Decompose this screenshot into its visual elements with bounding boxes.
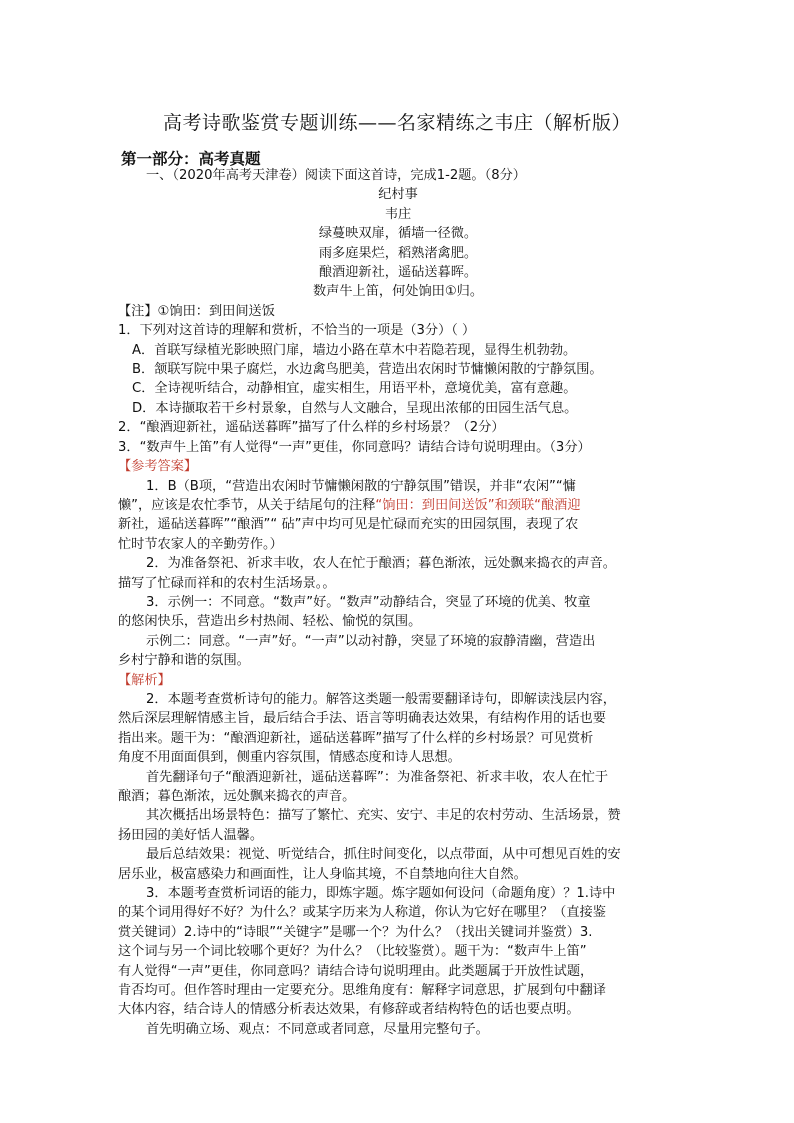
answer-line: 乡村宁静和谐的氛围。 [118, 653, 250, 669]
document-body [118, 166, 678, 1039]
poem-title: 纪村事 [378, 187, 418, 203]
answer-line: 新社，遥砧送暮晖”“酿酒”“ 砧”声中均可见是忙碌而充实的田园氛围，表现了农 [118, 517, 579, 533]
analysis-line: 有人觉得“一声”更佳，你同意吗？请结合诗句说明理由。此类题属于开放性试题， [118, 963, 594, 979]
analysis-heading: 【解析】 [118, 672, 171, 688]
answer-text: 懒”，应该是农忙季节，从关于结尾句的注释 [118, 497, 376, 513]
poem-line: 雨多庭果烂，稻熟渚禽肥。 [318, 245, 478, 261]
part-heading: 第一部分：高考真题 [121, 149, 261, 168]
answer-line: 3．示例一：不同意。“数声”好。“数声”动静结合，突显了环境的优美、牧童 [146, 594, 591, 610]
analysis-line: 其次概括出场景特色：描写了繁忙、充实、安宁、丰足的农村劳动、生活场景，赞 [146, 808, 621, 824]
answer-highlight: “饷田：到田间送饭”和颈联“酿酒迎 [375, 497, 581, 513]
question-intro: 一、（2020年高考天津卷）阅读下面这首诗，完成1-2题。（8分） [146, 168, 526, 183]
analysis-line: 角度不用面面俱到，侧重内容氛围，情感态度和诗人思想。 [118, 750, 461, 766]
poem-note: 【注】①饷田：到田间送饭 [118, 303, 275, 319]
answer-heading: 【参考答案】 [118, 459, 198, 475]
question-2: 2．“酿酒迎新社，遥砧送暮晖”描写了什么样的乡村场景？（2分） [118, 420, 505, 436]
analysis-line: 居乐业，极富感染力和画面性，让人身临其境，不自禁地向往大自然。 [118, 866, 527, 882]
analysis-line: 首先翻译句子“酿酒迎新社，遥砧送暮晖”：为准备祭祀、祈求丰收，农人在忙于 [146, 769, 609, 785]
analysis-line: 首先明确立场、观点：不同意或者同意，尽量用完整句子。 [146, 1021, 489, 1037]
poem-line: 绿蔓映双扉，循墙一径微。 [318, 226, 478, 242]
analysis-line: 的某个词用得好不好？为什么？或某字历来为人称道，你认为它好在哪里？（直接鉴 [118, 905, 606, 921]
question-1-option-a: A．首联写绿植光影映照门扉，墙边小路在草木中若隐若现，显得生机勃勃。 [132, 342, 577, 358]
question-1-option-c: C．全诗视听结合，动静相宜，虚实相生，用语平朴，意境优美，富有意趣。 [132, 381, 577, 397]
answer-line: 描写了忙碌而祥和的农村生活场景。。 [118, 575, 336, 591]
analysis-line: 3．本题考查赏析词语的能力，即炼字题。炼字题如何设问（命题角度）？1.诗中 [146, 886, 616, 902]
question-3: 3．“数声牛上笛”有人觉得“一声”更佳，你同意吗？请结合诗句说明理由。（3分） [118, 439, 591, 455]
question-1-option-d: D．本诗撷取若干乡村景象，自然与人文融合，呈现出浓郁的田园生活气息。 [132, 400, 578, 416]
analysis-line: 然后深层理解情感主旨，最后结合手法、语言等明确表达效果，有结构作用的话也要 [118, 711, 606, 727]
analysis-line: 2．本题考查赏析诗句的能力。解答这类题一般需要翻译诗句，即解读浅层内容， [146, 691, 616, 707]
analysis-line: 酿酒；暮色渐浓，远处飘来捣衣的声音。 [118, 789, 356, 804]
analysis-line: 指出来。题干为：“酿酒迎新社，遥砧送暮晖”描写了什么样的乡村场景？可见赏析 [118, 730, 594, 746]
answer-line: 忙时节农家人的辛勤劳作。） [118, 536, 283, 552]
answer-line [118, 496, 678, 515]
poem-line: 数声牛上笛，何处饷田①归。 [312, 284, 484, 300]
analysis-line: 肯否均可。但作答时理由一定要充分。思维角度有：解释字词意思，扩展到句中翻译 [118, 983, 606, 999]
document-title: 高考诗歌鉴赏专题训练——名家精练之韦庄（解析版） [162, 112, 631, 134]
question-1-option-b: B．颔联写院中果子腐烂，水边禽鸟肥美，营造出农闲时节慵懒闲散的宁静氛围。 [132, 362, 603, 378]
analysis-line: 最后总结效果：视觉、听觉结合，抓住时间变化，以点带面，从中可想见百姓的安 [146, 847, 621, 863]
analysis-line: 赏关键词）2.诗中的“诗眼”“关键字”是哪一个？为什么？（找出关键词并鉴赏）3. [118, 924, 593, 940]
answer-line: 的悠闲快乐，营造出乡村热闹、轻松、愉悦的氛围。 [118, 614, 422, 630]
answer-line: 2．为准备祭祀、祈求丰收，农人在忙于酿酒；暮色渐浓，远处飘来捣衣的声音。 [146, 556, 616, 572]
poem-line: 酿酒迎新社，遥砧送暮晖。 [318, 265, 478, 281]
analysis-line: 扬田园的美好恬人温馨。 [118, 827, 264, 843]
poem-author: 韦庄 [384, 206, 412, 222]
analysis-line: 这个词与另一个词比较哪个更好？为什么？（比较鉴赏）。题干为：“数声牛上笛” [118, 944, 587, 960]
question-1-stem: 1．下列对这首诗的理解和赏析，不恰当的一项是（3分）（ ） [118, 323, 476, 339]
analysis-line: 大体内容，结合诗人的情感分析表达效果，有修辞或者结构特色的话也要点明。 [118, 1002, 580, 1018]
answer-line: 示例二：同意。“一声”好。“一声”以动衬静，突显了环境的寂静清幽，营造出 [146, 633, 596, 649]
answer-line: 1．B（B项，“营造出农闲时节慵懒闲散的宁静氛围”错误，并非“农闲”“慵 [146, 478, 576, 494]
